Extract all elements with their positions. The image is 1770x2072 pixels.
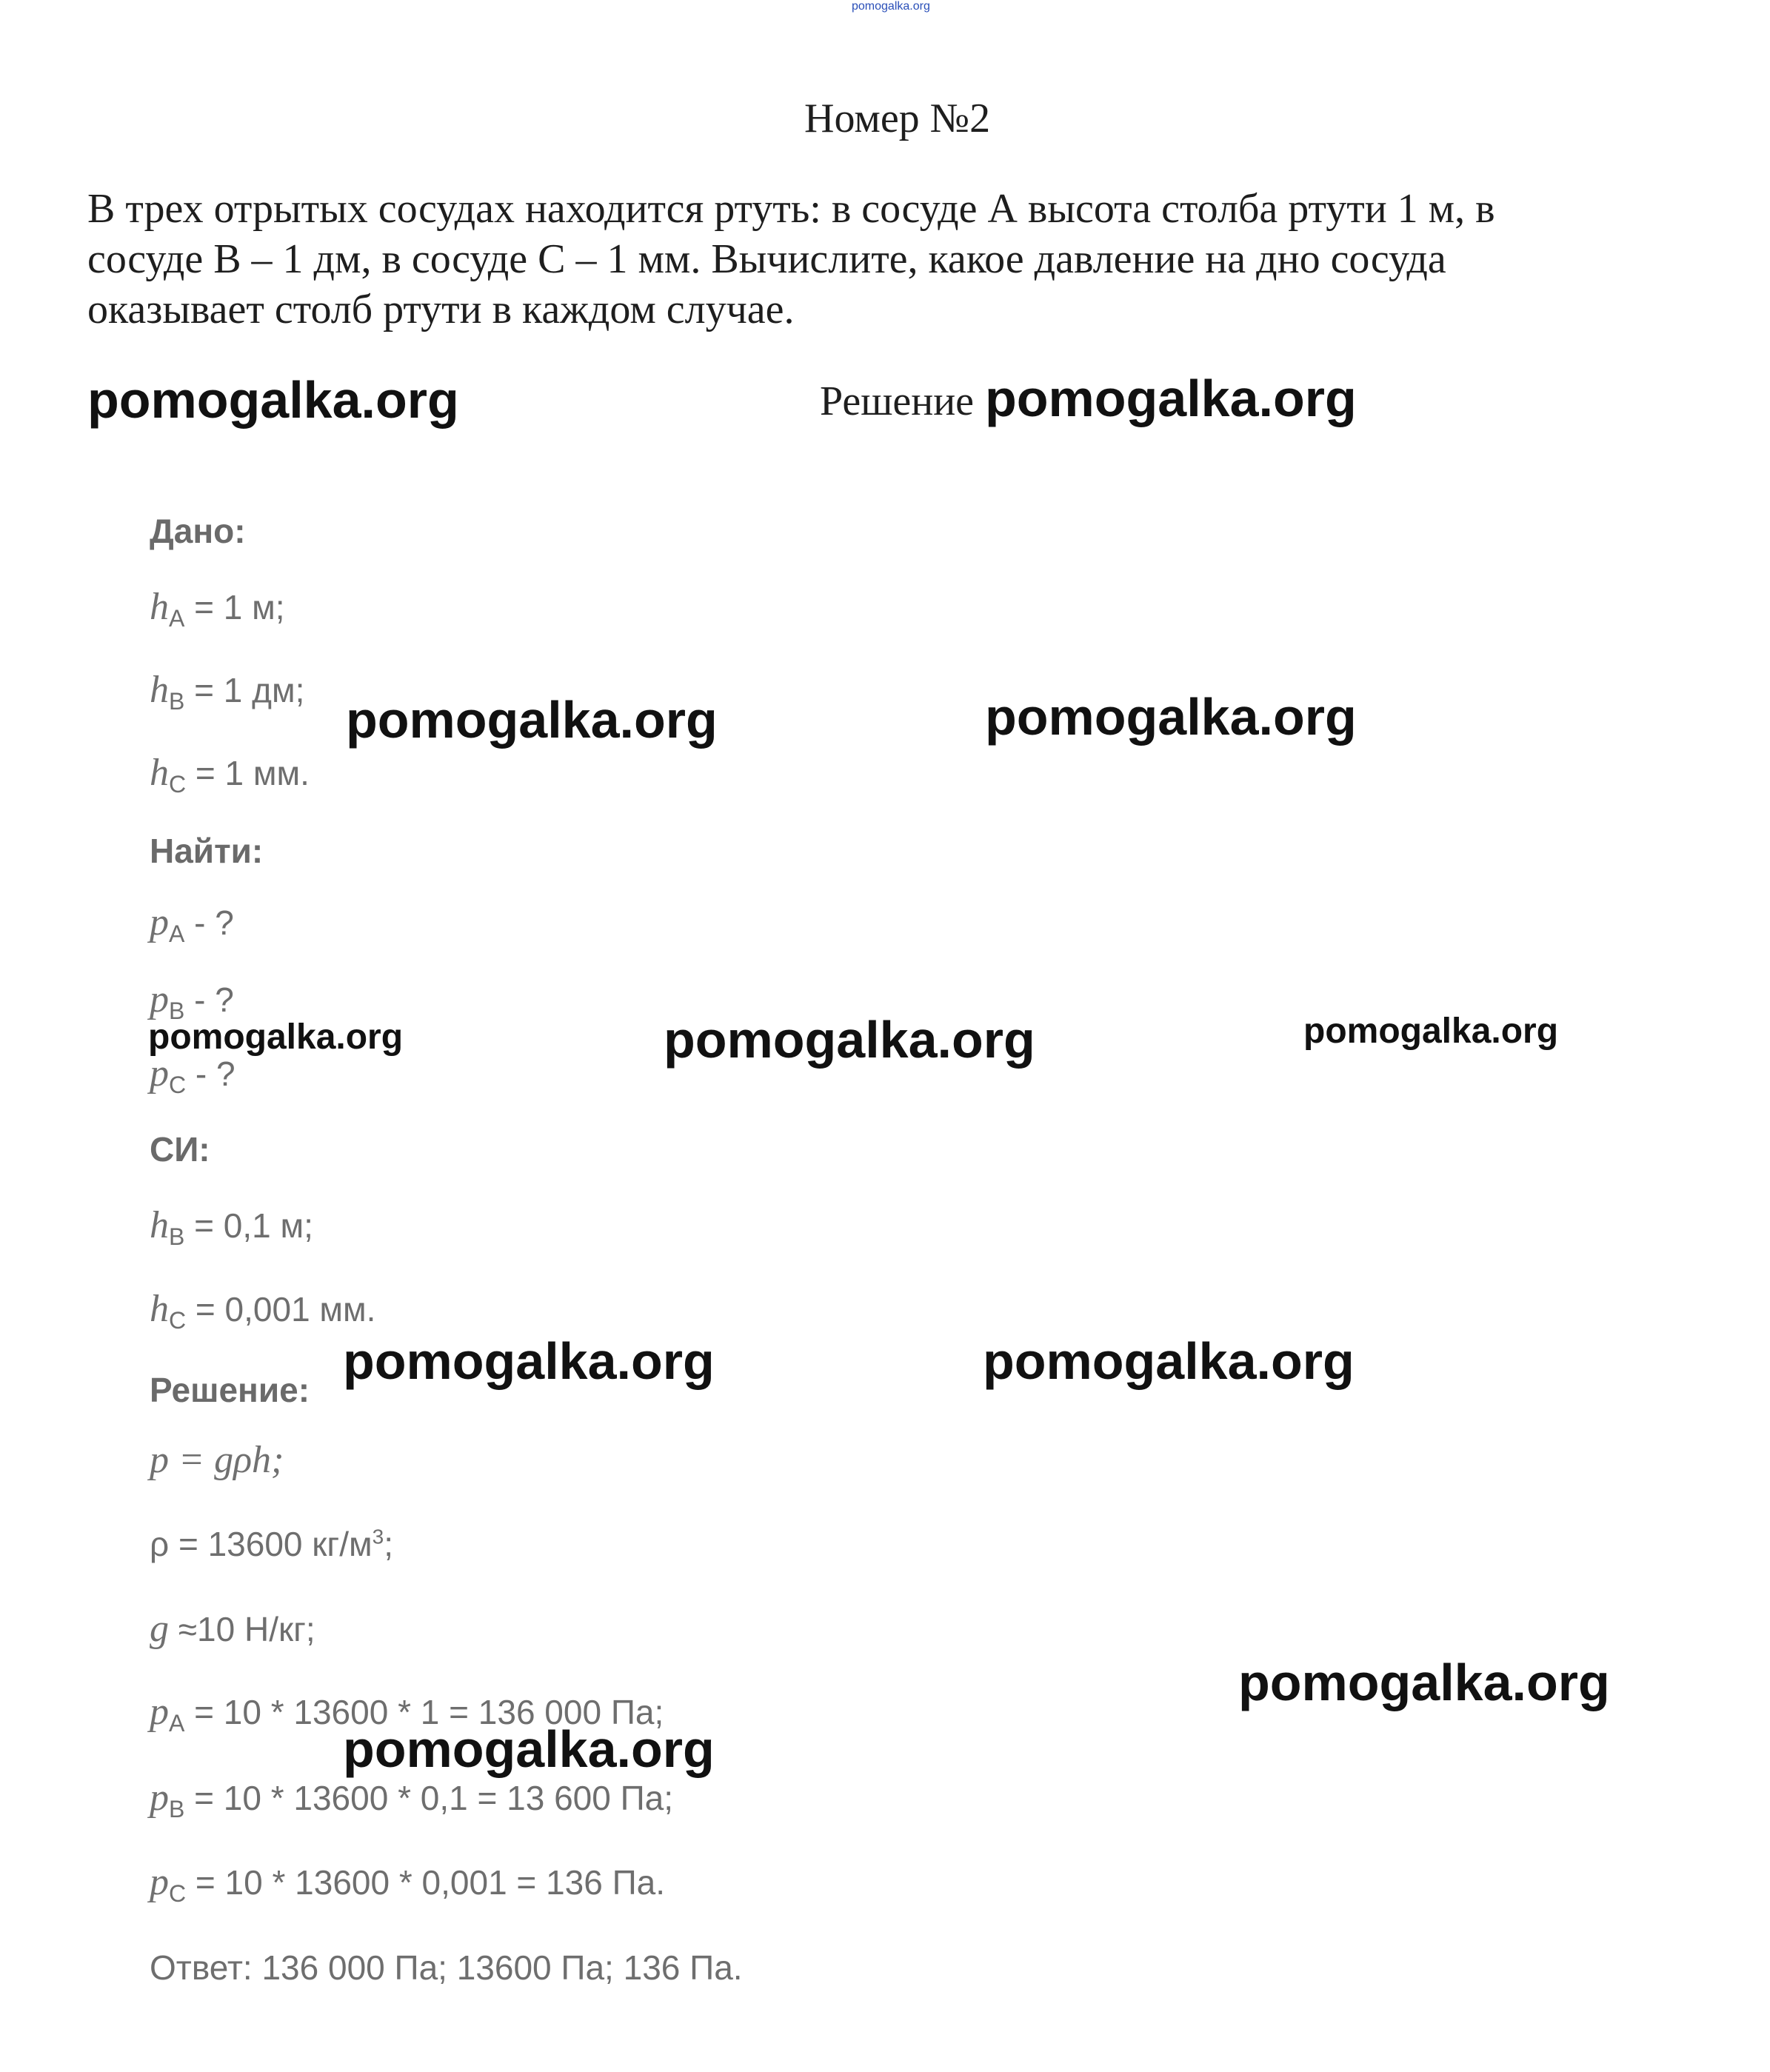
watermark: pomogalka.org: [983, 1332, 1355, 1390]
answer-line: Ответ: 136 000 Па; 13600 Па; 136 Па.: [150, 1948, 743, 1987]
find-line: $p_B$ - ?: [150, 978, 234, 1025]
watermark: pomogalka.org: [343, 1332, 715, 1390]
find-line: $p_A$ - ?: [150, 901, 234, 948]
given-line: $h_B = 1$ дм;: [150, 669, 305, 715]
gravity-line: g ≈10 Н/кг;: [150, 1608, 315, 1650]
watermark: pomogalka.org: [346, 691, 718, 749]
given-line: $h_C = 1$ мм.: [150, 752, 310, 798]
calc-line: $p_B = 10 * 13600 * 0,1 = 13$ 600 Па;: [150, 1777, 674, 1823]
given-line: $h_A = 1$ м;: [150, 586, 285, 632]
problem-line: сосуде В – 1 дм, в сосуде С – 1 мм. Вычислите, какое давление на дно сосуда: [87, 236, 1446, 282]
find-heading: Найти:: [150, 832, 264, 870]
watermark: pomogalka.org: [985, 688, 1357, 746]
watermark: pomogalka.org: [985, 370, 1357, 427]
watermark: pomogalka.org: [664, 1011, 1035, 1069]
calc-line: $p_A = 10 * 13600 * 1 = 136$ 000 Па;: [150, 1691, 664, 1737]
si-line: $h_C = 0,001$ мм.: [150, 1288, 376, 1334]
given-heading: Дано:: [150, 512, 246, 550]
problem-statement: [87, 184, 1687, 335]
problem-line: оказывает столб ртути в каждом случае.: [87, 287, 795, 332]
watermark: pomogalka.org: [343, 1720, 715, 1778]
problem-line: В трех отрытых сосудах находится ртуть: в сосуде А высота столба ртути 1 м, в: [87, 186, 1495, 232]
watermark: pomogalka.org: [1303, 1012, 1559, 1051]
density-line: ρ = 13600 $кг/м^3$;: [150, 1525, 393, 1563]
si-line: $h_B = 0,1$ м;: [150, 1204, 313, 1251]
si-heading: СИ:: [150, 1130, 210, 1169]
top-watermark-link[interactable]: pomogalka.org: [852, 0, 930, 13]
page-title: Номер №2: [804, 96, 991, 141]
watermark: pomogalka.org: [87, 371, 459, 429]
formula-line: p = gρh;: [150, 1439, 284, 1481]
find-line: $p_C$ - ?: [150, 1052, 236, 1099]
watermark: pomogalka.org: [148, 1017, 404, 1057]
calc-line: $p_C = 10 * 13600 * 0,001 = 136$ Па.: [150, 1861, 666, 1908]
watermark: pomogalka.org: [1238, 1654, 1610, 1711]
solution-heading: Решение:: [150, 1371, 310, 1409]
solution-label: Решение: [820, 378, 975, 424]
